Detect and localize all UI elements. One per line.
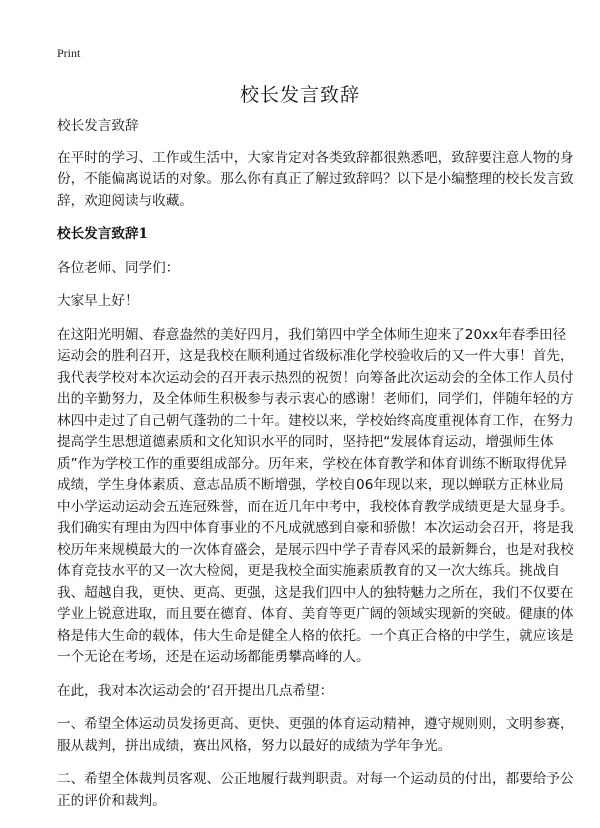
intro-paragraph: 在平时的学习、工作或生活中，大家肯定对各类致辞都很熟悉吧，致辞要注意人物的身份，不能偏离说话的对象。那么你有真正了解过致辞吗？以下是小编整理的校长发言致辞，欢迎阅读与收藏。 <box>57 149 574 209</box>
hope-item-2: 二、希望全体裁判员客观、公正地履行裁判职责。对每一个运动员的付出，都要给予公正的评价和裁判。 <box>57 771 574 809</box>
hopes-intro: 在此，我对本次运动会的‘召开提出几点希望： <box>57 682 334 699</box>
document-body <box>57 116 577 824</box>
body-paragraph: 在这阳光明媚、春意盎然的美好四月，我们第四中学全体师生迎来了20xx年春季田径运动会的胜利召开，这是我校在顺利通过省级标准化学校验收后的又一件大事！首先，我代表学校对本次运动会的召开表示热烈的祝贺！向筹备此次运动会的全体工作人员付出的辛勤努力，及全体师生积极参与表示衷心的感谢！老师们，同学们，伴随年轻的方林四中走过了自己朝气蓬勃的二十年。建校以来，学校始终高度重视体育工作，在努力提高学生思想道德素质和文化知识水平的同时，坚持把“发展体育运动，增强师生体质”作为学校工作的重要组成部分。历年来，学校在体育教学和体育训练不断取得优异成绩，学生身体素质、意志品质不断增强，学校自06年现以来，现以蝉联方正林业局中小学运动运动会五连冠殊誉，而在近几年中考中，我校体育教学成绩更是大显身手。我们确实有理由为四中体育事业的不凡成就感到自豪和骄傲！本次运动会召开，将是我校历年来规模最大的一次体育盛会，是展示四中学子青春风采的最新舞台，也是对我校体育竞技水平的又一次大检阅，更是我校全面实施素质教育的又一次大练兵。挑战自我、超越自我，更快、更高、更强，这是我们四中人的独特魅力之所在，我们不仅要在学业上锐意进取，而且要在德育、体育、美育等更广阔的领域实现新的突破。健康的体格是伟大生命的载体，伟大生命是健全人格的依托。一个真正合格的中学生，就应该是一个无论在考场，还是在运动场都能勇攀高峰的人。 <box>57 326 574 665</box>
print-link[interactable]: Print <box>57 46 81 60</box>
section-heading: 校长发言致辞1 <box>57 226 149 242</box>
page-title: 校长发言致辞 <box>239 84 360 106</box>
greeting-paragraph: 各位老师、同学们： <box>57 259 180 276</box>
morning-greeting: 大家早上好！ <box>57 293 139 309</box>
document-subtitle: 校长发言致辞 <box>57 118 139 134</box>
hope-item-1: 一、希望全体运动员发扬更高、更快、更强的体育运动精神，遵守规则则，文明参赛，服从裁判，拼出成绩，赛出风格，努力以最好的成绩为学年争光。 <box>57 716 574 754</box>
